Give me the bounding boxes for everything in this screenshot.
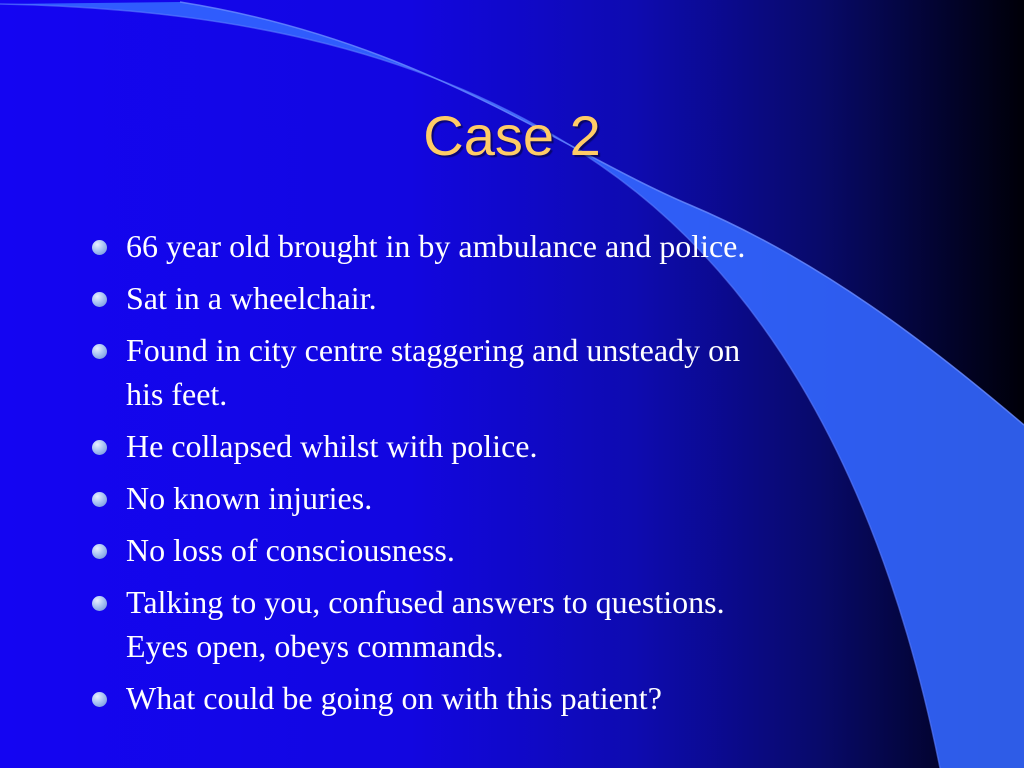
bullet-item bbox=[86, 224, 926, 268]
bullet-text: Talking to you, confused answers to questions. bbox=[126, 584, 725, 620]
bullet-dot-icon bbox=[92, 292, 107, 307]
bullet-dot-icon bbox=[92, 344, 107, 359]
bullet-list bbox=[86, 224, 926, 728]
bullet-text: He collapsed whilst with police. bbox=[126, 428, 538, 464]
bullet-text: No loss of consciousness. bbox=[126, 532, 455, 568]
bullet-item bbox=[86, 676, 926, 720]
bullet-item bbox=[86, 424, 926, 468]
bullet-item bbox=[86, 476, 926, 520]
bullet-text-continued: his feet. bbox=[126, 376, 228, 412]
bullet-dot-icon bbox=[92, 692, 107, 707]
bullet-text: What could be going on with this patient? bbox=[126, 680, 662, 716]
bullet-dot-icon bbox=[92, 240, 107, 255]
bullet-dot-icon bbox=[92, 492, 107, 507]
slide-title: Case 2 bbox=[423, 104, 601, 167]
bullet-item bbox=[86, 328, 926, 416]
bullet-text: Sat in a wheelchair. bbox=[126, 280, 377, 316]
bullet-text-continued: Eyes open, obeys commands. bbox=[126, 628, 504, 664]
bullet-dot-icon bbox=[92, 596, 107, 611]
bullet-item bbox=[86, 276, 926, 320]
bullet-item bbox=[86, 528, 926, 572]
bullet-text: No known injuries. bbox=[126, 480, 373, 516]
bullet-dot-icon bbox=[92, 440, 107, 455]
bullet-item bbox=[86, 580, 926, 668]
bullet-text: Found in city centre staggering and unsteady on bbox=[126, 332, 741, 368]
bullet-text: 66 year old brought in by ambulance and police. bbox=[126, 228, 746, 264]
bullet-dot-icon bbox=[92, 544, 107, 559]
